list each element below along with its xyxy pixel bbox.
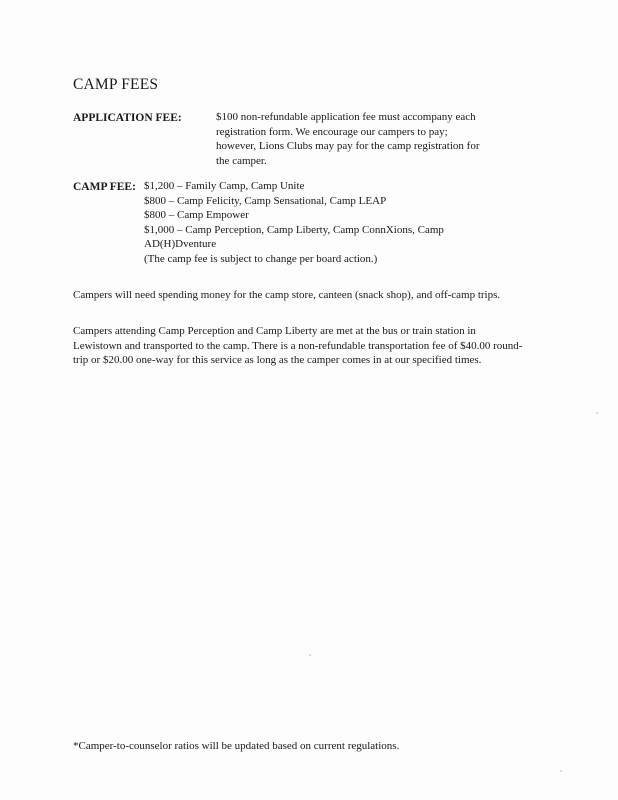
scan-speck — [560, 770, 562, 772]
camp-fee-line: $1,200 – Family Camp, Camp Unite — [144, 180, 305, 192]
camp-fee-note: (The camp fee is subject to change per board action.) — [144, 252, 378, 265]
application-fee-label: APPLICATION FEE: — [73, 112, 182, 124]
application-fee-line: registration form. We encourage our campers to pay; — [216, 125, 448, 138]
camp-fee-line: $800 – Camp Empower — [144, 209, 249, 221]
application-fee-line: $100 non-refundable application fee must accompany each — [216, 111, 476, 123]
camp-fee-list — [144, 179, 484, 266]
transportation-paragraph: Campers attending Camp Perception and Camp Liberty are met at the bus or train station in Lewistown and transported to the camp. There is a non-refundable transportation fee of $40.00 round-trip or $20.00 one-way for this service as long as the camper comes in at our specified times. — [73, 325, 523, 366]
footnote: *Camper-to-counselor ratios will be updated based on current regulations. — [73, 740, 400, 752]
spending-money-paragraph: Campers will need spending money for the camp store, canteen (snack shop), and off-camp trips. — [73, 289, 501, 301]
camp-fee-label: CAMP FEE: — [73, 181, 136, 193]
scan-speck — [309, 654, 311, 656]
camp-fee-line: $1,000 – Camp Perception, Camp Liberty, Camp ConnXions, Camp — [144, 223, 444, 236]
application-fee-text — [216, 110, 516, 168]
camp-fee-line: $800 – Camp Felicity, Camp Sensational, Camp LEAP — [144, 194, 387, 207]
camp-fee-line: AD(H)Dventure — [144, 238, 217, 250]
application-fee-line: however, Lions Clubs may pay for the camp registration for — [216, 140, 480, 152]
scan-speck — [596, 412, 598, 414]
page-title: CAMP FEES — [73, 76, 159, 93]
application-fee-line: the camper. — [216, 154, 267, 167]
